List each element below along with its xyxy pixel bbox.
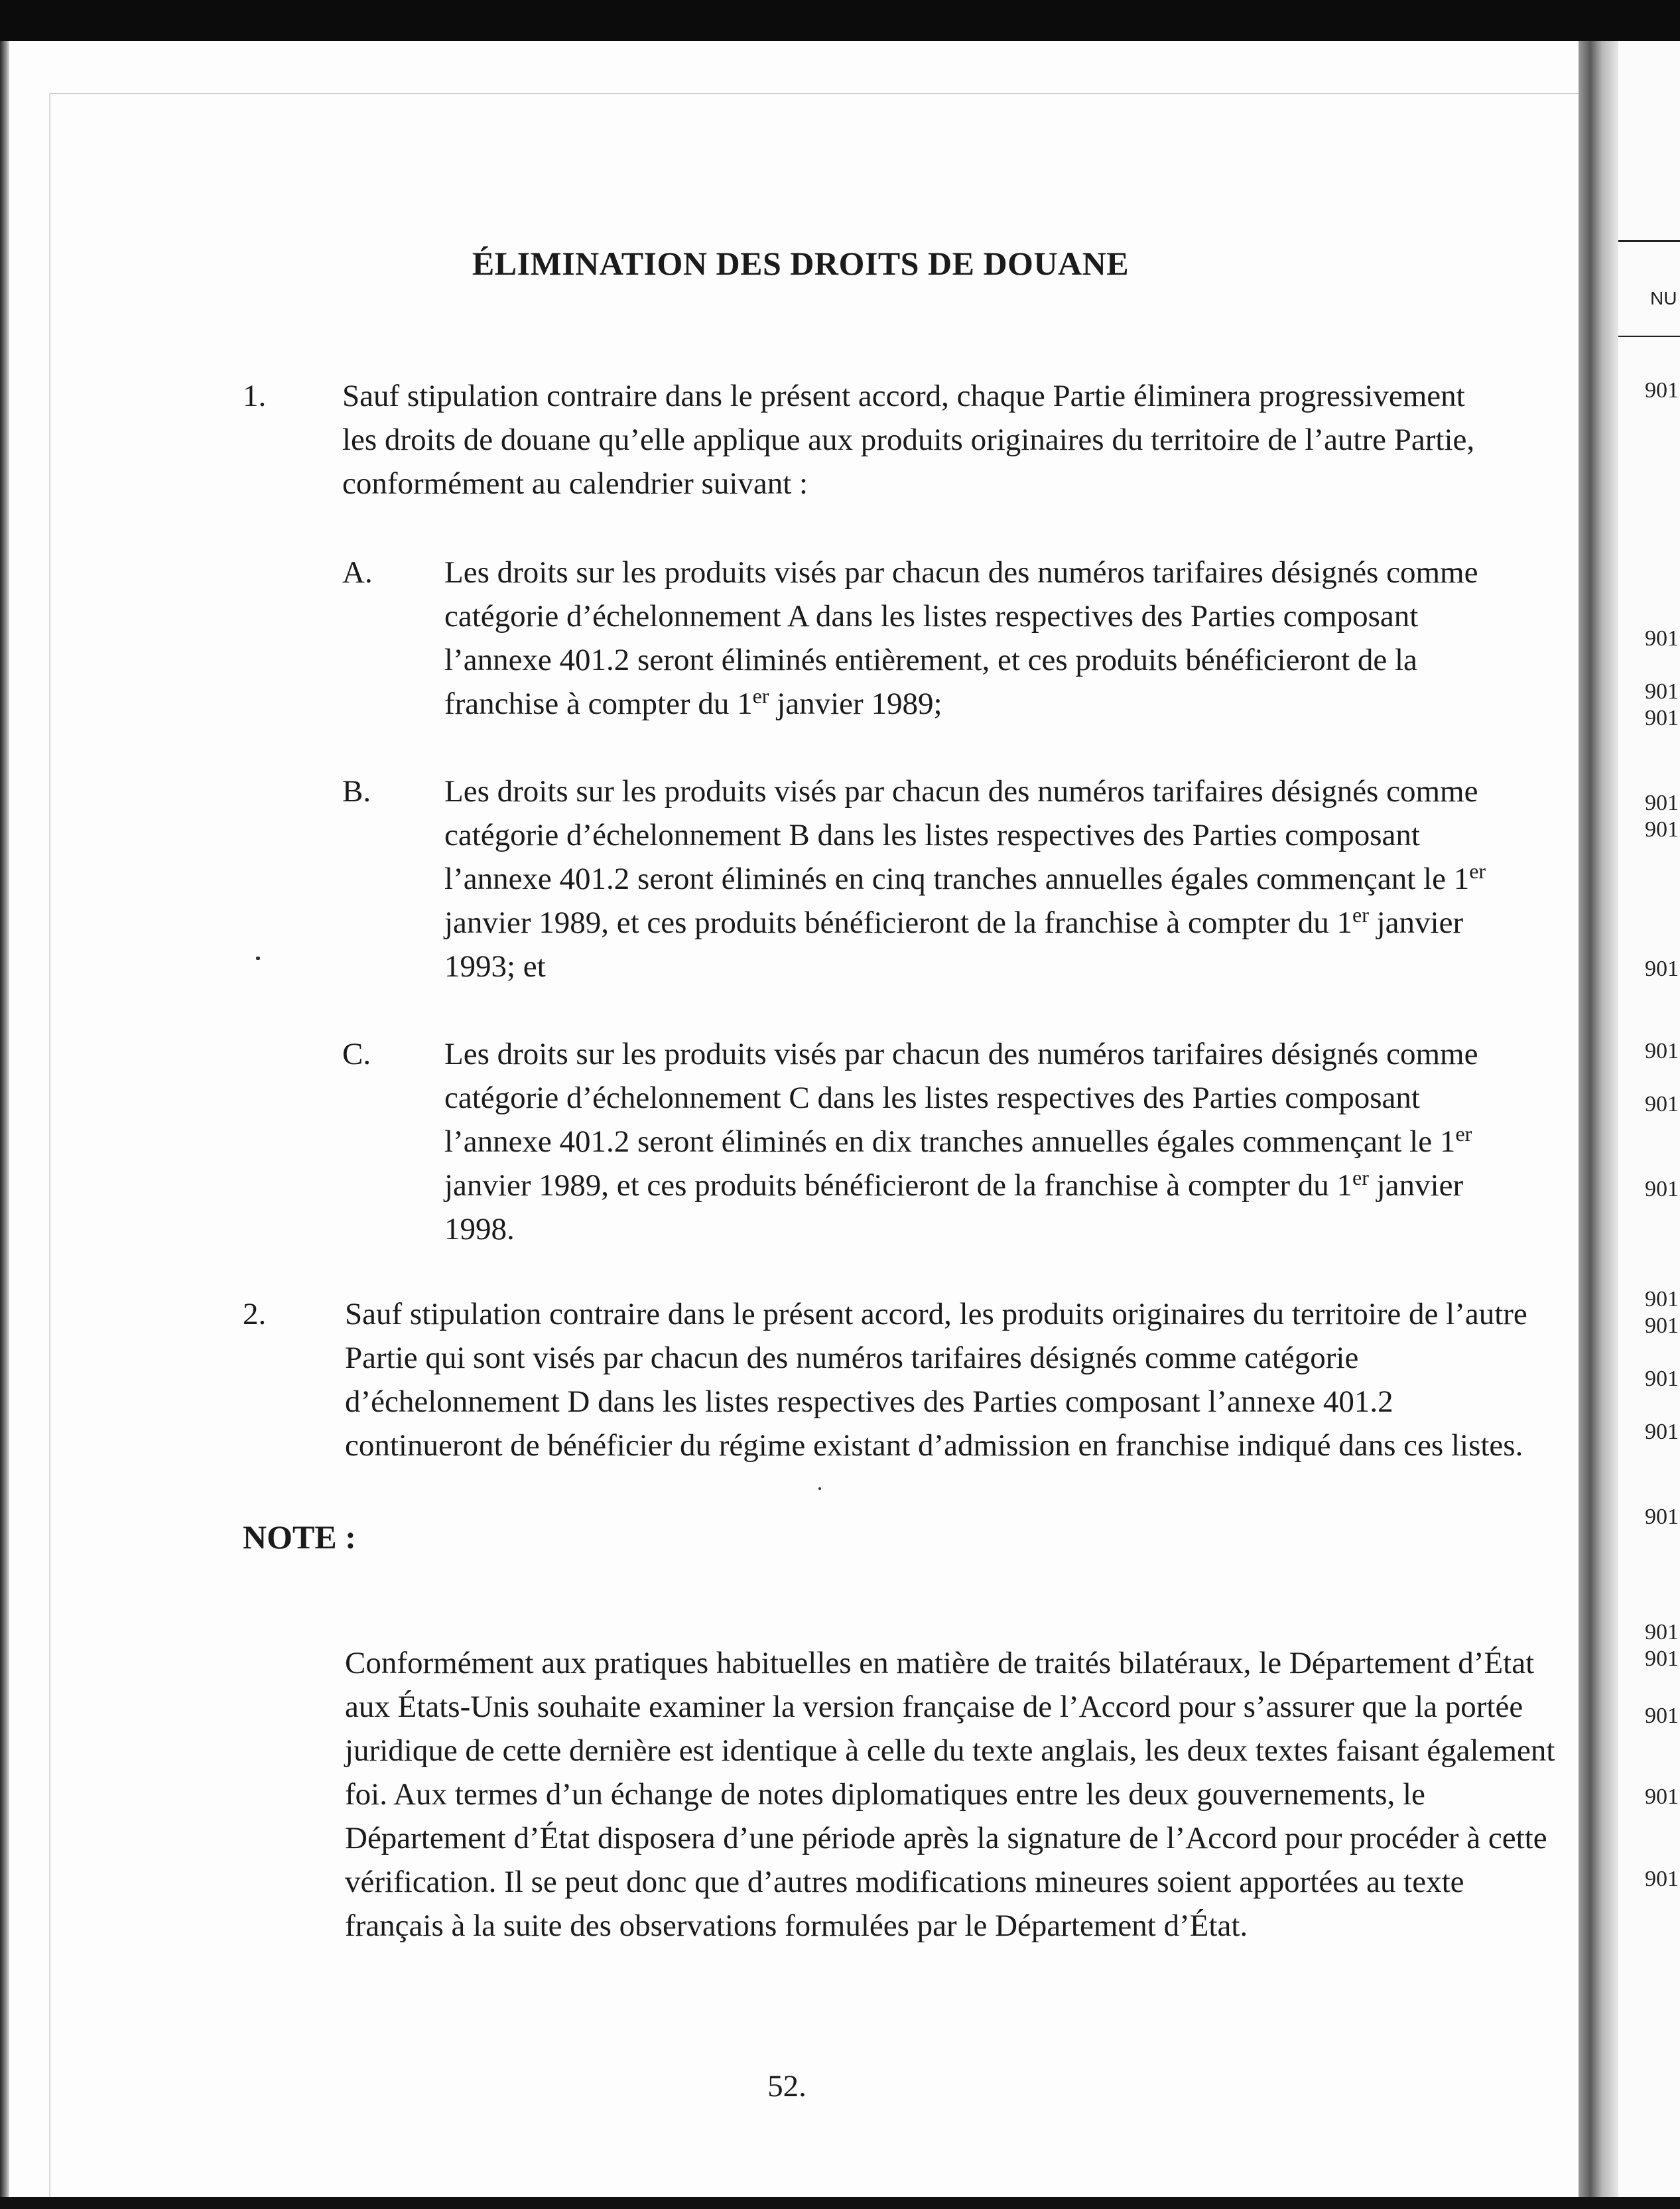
subitem-b-text-end: janvier 1993; et [444, 905, 1464, 984]
subitem-c-text [444, 1032, 1519, 1251]
adjacent-page-fragment [1618, 41, 1680, 2197]
adjacent-page-rule [1618, 240, 1680, 242]
page-edge-vline [49, 93, 50, 2209]
adjacent-code: 901 [1645, 1646, 1679, 1671]
document-page [9, 41, 1579, 2197]
subitem-b-sup-1: er [1469, 859, 1486, 883]
adjacent-page-header: NU [1650, 288, 1677, 308]
page-edge-line [49, 93, 1581, 94]
adjacent-code: 901 [1645, 1784, 1679, 1809]
scan-speck [818, 1487, 821, 1490]
subitem-c-text-start: Les droits sur les produits visés par chacun des numéros tarifaires désignés comme catégorie d’échelonnement C dans les listes respectives des Parties composant l’annexe 401.2 seront éliminés en dix tranches annuelles égales commençant le 1 [444, 1037, 1478, 1159]
adjacent-code: 901 [1645, 957, 1679, 981]
subitem-c-text-middle: janvier 1989, et ces produits bénéficieront de la franchise à compter du 1 [444, 1168, 1353, 1203]
item-2-text: Sauf stipulation contraire dans le présent accord, les produits originaires du territoire de l’autre Partie qui sont visés par chacun des numéros tarifaires désignés comme catégorie d’échelonnement D dans les listes respectives des Parties composant l’annexe 401.2 continueront de bénéficier du régime existant d’admission en franchise indiqué dans ces listes. [345, 1297, 1527, 1463]
note-label: NOTE : [243, 1518, 356, 1556]
adjacent-code: 901 [1645, 1313, 1679, 1338]
adjacent-code: 901 [1645, 1092, 1679, 1116]
adjacent-code: 901 [1645, 817, 1679, 842]
subitem-a-text-start: Les droits sur les produits visés par chacun des numéros tarifaires désignés comme catégorie d’échelonnement A dans les listes respectives des Parties composant l’annexe 401.2 seront éliminés entièrement, et ces produits bénéficieront de la franchise à compter du 1 [444, 555, 1478, 721]
subitem-c-sup-2: er [1352, 1166, 1369, 1189]
subitem-b-text [444, 770, 1519, 988]
adjacent-code: 901 [1645, 1287, 1679, 1311]
adjacent-code: 901 [1645, 626, 1679, 651]
subitem-a-sup: er [752, 684, 769, 708]
adjacent-code: 901 [1645, 1367, 1679, 1391]
subitem-b-text-middle: janvier 1989, et ces produits bénéficieront de la franchise à compter du 1 [444, 905, 1353, 940]
scan-top-edge [0, 0, 1680, 41]
adjacent-code: 901 [1645, 1704, 1679, 1728]
adjacent-code: 901 [1645, 679, 1679, 704]
item-1-number: 1. [243, 379, 267, 413]
subitem-a-text [444, 551, 1479, 726]
note-text: Conformément aux pratiques habituelles en matière de traités bilatéraux, le Département d’État aux États-Unis souhaite examiner la version française de l’Accord pour s’assurer que la portée juridique de cette dernière est identique à celle du texte anglais, les deux textes faisant également foi. Aux termes d’un échange de notes diplomatiques entre les deux gouvernements, le Département d’État disposera d’une période après la signature de l’Accord pour procéder à cette vérification. Il se peut donc que d’autres modifications mineures soient apportées au texte français à la suite des observations formulées par le Département d’État. [345, 1646, 1555, 1943]
subitem-c-sup-1: er [1455, 1122, 1472, 1146]
subitem-c-letter: C. [342, 1037, 371, 1071]
subitem-b-letter: B. [342, 774, 371, 809]
document-title: ÉLIMINATION DES DROITS DE DOUANE [472, 245, 1130, 282]
subitem-b-text-start: Les droits sur les produits visés par chacun des numéros tarifaires désignés comme catégorie d’échelonnement B dans les listes respectives des Parties composant l’annexe 401.2 seront éliminés en cinq tranches annuelles égales commençant le 1 [444, 774, 1478, 896]
adjacent-code: 901 [1645, 1039, 1679, 1063]
subitem-c-text-end: janvier 1998. [444, 1168, 1464, 1246]
adjacent-code: 901 [1645, 1620, 1679, 1644]
adjacent-page-rule [1618, 336, 1680, 337]
scan-bottom-edge [0, 2197, 1680, 2209]
adjacent-code: 901 [1645, 1177, 1679, 1201]
subitem-b-sup-2: er [1352, 903, 1369, 927]
adjacent-code: 901 [1645, 791, 1679, 815]
scan-left-edge [0, 41, 9, 2197]
adjacent-code: 901 [1645, 1867, 1679, 1891]
item-1-text: Sauf stipulation contraire dans le présent accord, chaque Partie éliminera progressivement les droits de douane qu’elle applique aux produits originaires du territoire de l’autre Partie, conformément au calendrier suivant : [342, 379, 1475, 501]
scan-speck [256, 957, 260, 960]
adjacent-code: 901 [1645, 706, 1679, 730]
binding-gutter [1579, 41, 1618, 2197]
subitem-a-letter: A. [342, 555, 373, 590]
adjacent-code: 901 [1645, 378, 1679, 403]
adjacent-code: 901 [1645, 1505, 1679, 1529]
subitem-a-text-end: janvier 1989; [769, 687, 942, 721]
adjacent-code: 901 [1645, 1420, 1679, 1444]
item-2-number: 2. [243, 1297, 267, 1331]
page-number: 52. [767, 2069, 807, 2104]
